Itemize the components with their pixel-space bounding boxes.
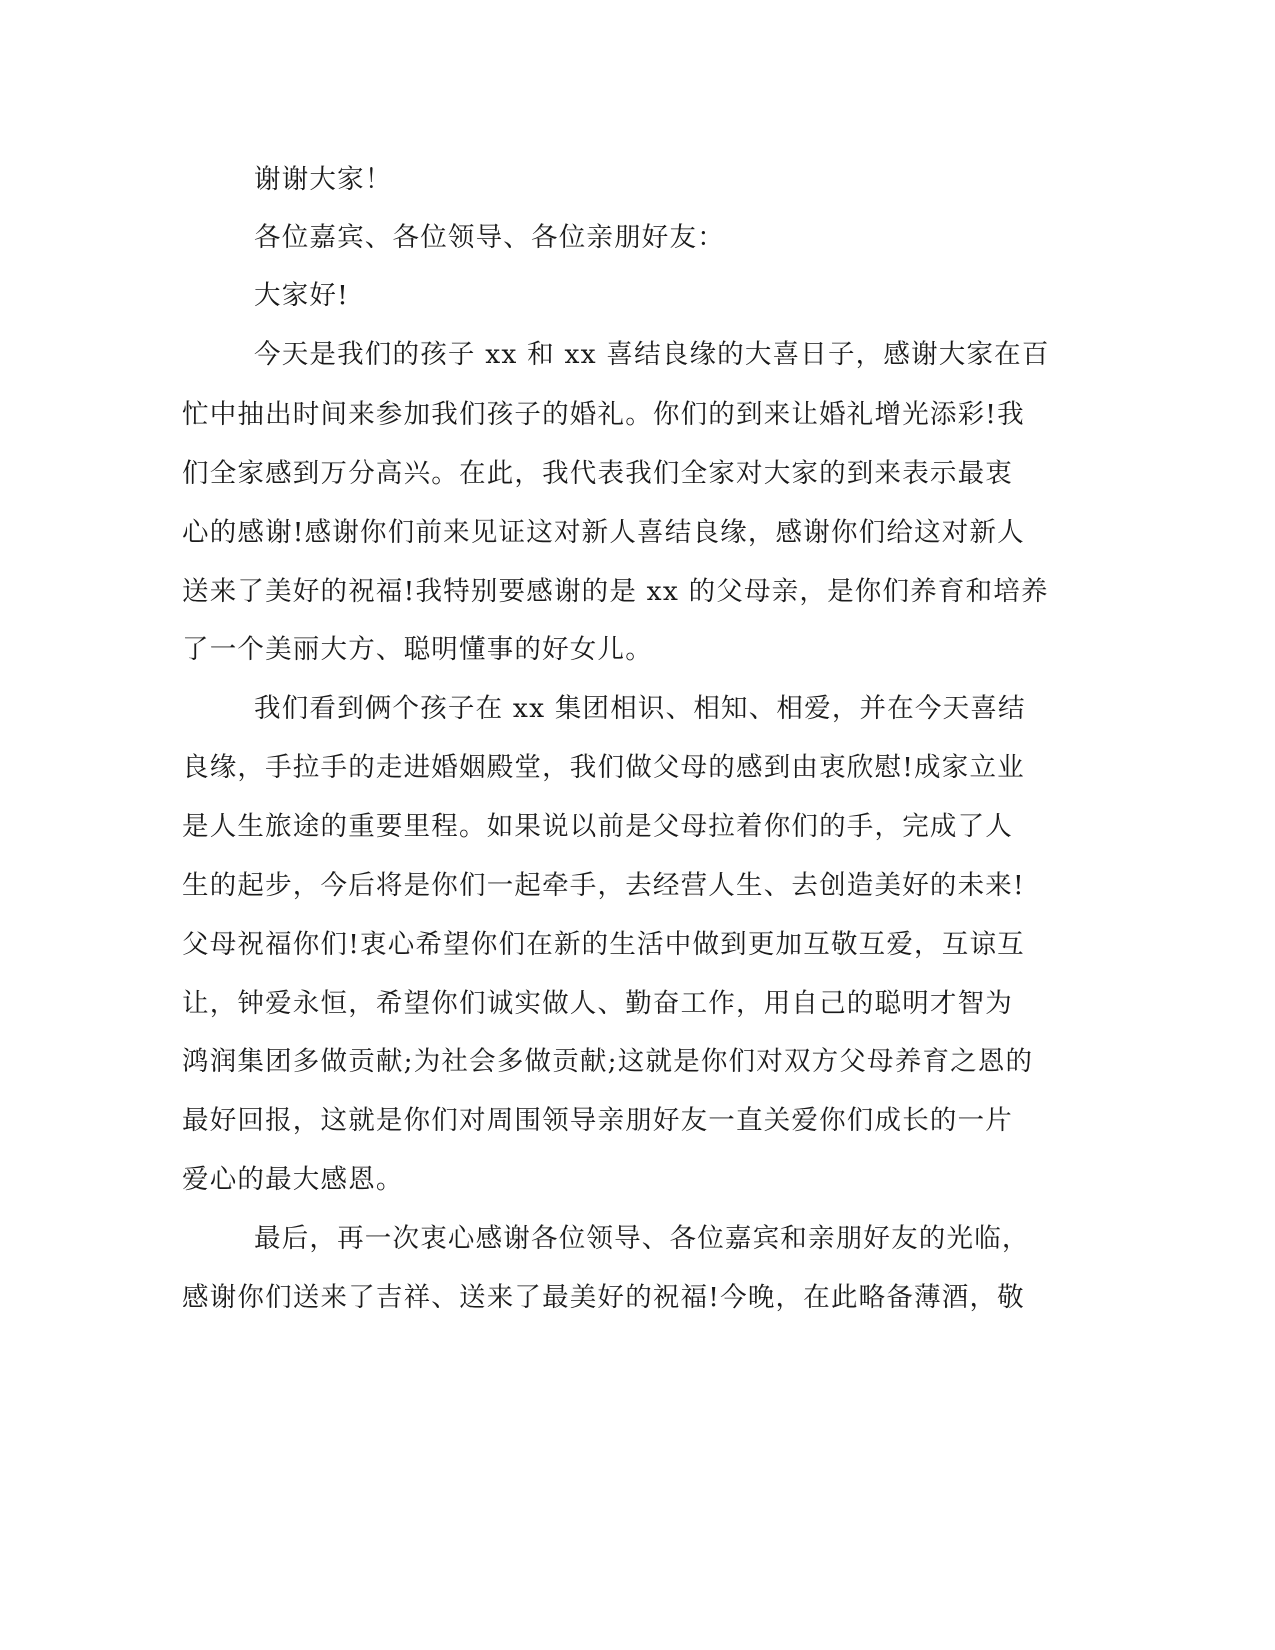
greeting-line: 大家好! <box>254 280 349 311</box>
paragraph-line: 们全家感到万分高兴。在此，我代表我们全家对大家的到来表示最衷 <box>182 458 1013 489</box>
paragraph-line: 良缘，手拉手的走进婚姻殿堂，我们做父母的感到由衷欣慰!成家立业 <box>182 752 1025 783</box>
paragraph-line: 生的起步，今后将是你们一起牵手，去经营人生、去创造美好的未来! <box>182 870 1025 901</box>
paragraph-line: 忙中抽出时间来参加我们孩子的婚礼。你们的到来让婚礼增光添彩!我 <box>182 399 1025 430</box>
paragraph-line: 最后，再一次衷心感谢各位领导、各位嘉宾和亲朋好友的光临， <box>254 1223 1030 1254</box>
paragraph-line: 鸿润集团多做贡献;为社会多做贡献;这就是你们对双方父母养育之恩的 <box>182 1046 1034 1077</box>
paragraph-line: 了一个美丽大方、聪明懂事的好女儿。 <box>182 634 653 665</box>
paragraph-line: 我们看到俩个孩子在 xx 集团相识、相知、相爱，并在今天喜结 <box>254 693 1026 724</box>
paragraph-line: 送来了美好的祝福!我特别要感谢的是 xx 的父母亲，是你们养育和培养 <box>182 576 1049 607</box>
paragraph-line: 今天是我们的孩子 xx 和 xx 喜结良缘的大喜日子，感谢大家在百 <box>254 339 1050 370</box>
closing-thanks-line: 谢谢大家！ <box>254 164 393 195</box>
paragraph-line: 让，钟爱永恒，希望你们诚实做人、勤奋工作，用自己的聪明才智为 <box>182 988 1013 1019</box>
paragraph-line: 父母祝福你们!衷心希望你们在新的生活中做到更加互敬互爱，互谅互 <box>182 929 1025 960</box>
paragraph-line: 感谢你们送来了吉祥、送来了最美好的祝福!今晚，在此略备薄酒，敬 <box>182 1282 1025 1313</box>
paragraph-line: 最好回报，这就是你们对周围领导亲朋好友一直关爱你们成长的一片 <box>182 1105 1013 1136</box>
paragraph-line: 是人生旅途的重要里程。如果说以前是父母拉着你们的手，完成了人 <box>182 811 1013 842</box>
paragraph-line: 爱心的最大感恩。 <box>182 1164 404 1195</box>
paragraph-line: 心的感谢!感谢你们前来见证这对新人喜结良缘，感谢你们给这对新人 <box>182 517 1025 548</box>
salutation-line: 各位嘉宾、各位领导、各位亲朋好友： <box>254 222 725 253</box>
